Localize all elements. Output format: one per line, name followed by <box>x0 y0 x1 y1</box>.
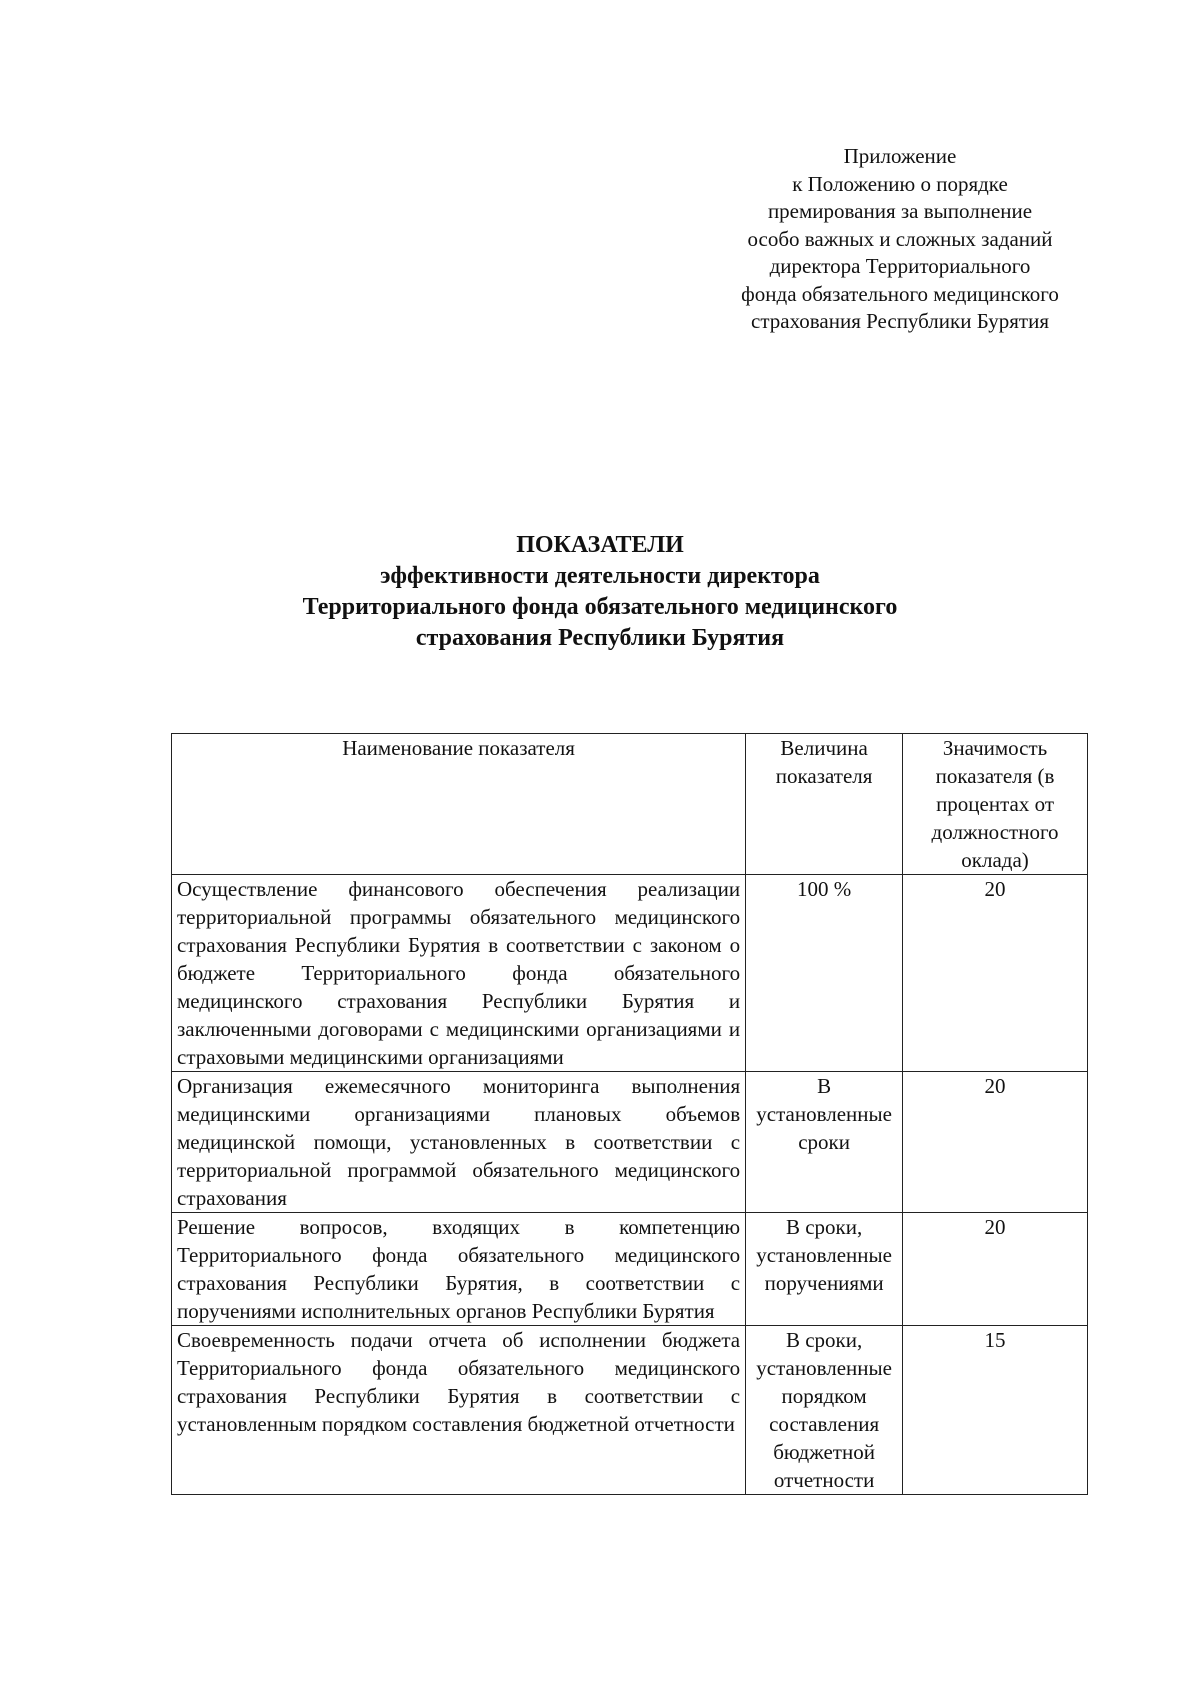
header-indicator-name: Наименование показателя <box>172 734 746 875</box>
table-header-row <box>172 734 1088 875</box>
appendix-line: особо важных и сложных заданий <box>747 226 1053 251</box>
appendix-line: к Положению о порядке <box>792 171 1008 196</box>
indicators-table <box>171 733 1088 1495</box>
indicator-name: Своевременность подачи отчета об исполнении бюджета Территориального фонда обязательного медицинского страхования Республики Бурятия в соответствии с установленным порядком составления бюджетной отчетности <box>172 1326 746 1495</box>
title-line: Территориального фонда обязательного медицинского <box>302 594 898 620</box>
title-line: ПОКАЗАТЕЛИ <box>516 532 684 558</box>
table-row <box>172 1213 1088 1326</box>
document-title <box>150 530 1050 654</box>
appendix-header <box>700 143 1100 336</box>
indicator-value: В установленные сроки <box>746 1072 903 1213</box>
appendix-line: директора Территориального <box>769 254 1031 278</box>
table-row <box>172 1072 1088 1213</box>
indicator-value: В сроки, установленные порядком составления бюджетной отчетности <box>746 1326 903 1495</box>
indicator-value: В сроки, установленные поручениями <box>746 1213 903 1326</box>
table-row <box>172 1326 1088 1495</box>
indicator-weight: 20 <box>903 875 1088 1072</box>
indicator-weight: 20 <box>903 1213 1088 1326</box>
indicator-name: Осуществление финансового обеспечения реализации территориальной программы обязательного медицинского страхования Республики Бурятия в соответствии с законом о бюджете Территориального фонда обязательного медицинского страхования Республики Бурятия и заключенными договорами с медицинскими организациями и страховыми медицинскими организациями <box>172 875 746 1072</box>
appendix-line: фонда обязательного медицинского <box>741 281 1059 306</box>
header-indicator-weight: Значимость показателя (в процентах от должностного оклада) <box>903 734 1088 875</box>
table-row <box>172 875 1088 1072</box>
indicator-weight: 15 <box>903 1326 1088 1495</box>
title-line: страхования Республики Бурятия <box>415 625 785 651</box>
header-indicator-value: Величина показателя <box>746 734 903 875</box>
title-line: эффективности деятельности директора <box>380 563 820 589</box>
indicator-name: Решение вопросов, входящих в компетенцию Территориального фонда обязательного медицинского страхования Республики Бурятия, в соответствии с поручениями исполнительных органов Республики Бурятия <box>172 1213 746 1326</box>
appendix-line: премирования за выполнение <box>767 199 1033 223</box>
appendix-line: страхования Республики Бурятия <box>751 309 1049 333</box>
indicator-weight: 20 <box>903 1072 1088 1213</box>
indicator-name: Организация ежемесячного мониторинга выполнения медицинскими организациями плановых объемов медицинской помощи, установленных в соответствии с территориальной программой обязательного медицинского страхования <box>172 1072 746 1213</box>
appendix-line: Приложение <box>843 144 957 168</box>
indicator-value: 100 % <box>746 875 903 1072</box>
